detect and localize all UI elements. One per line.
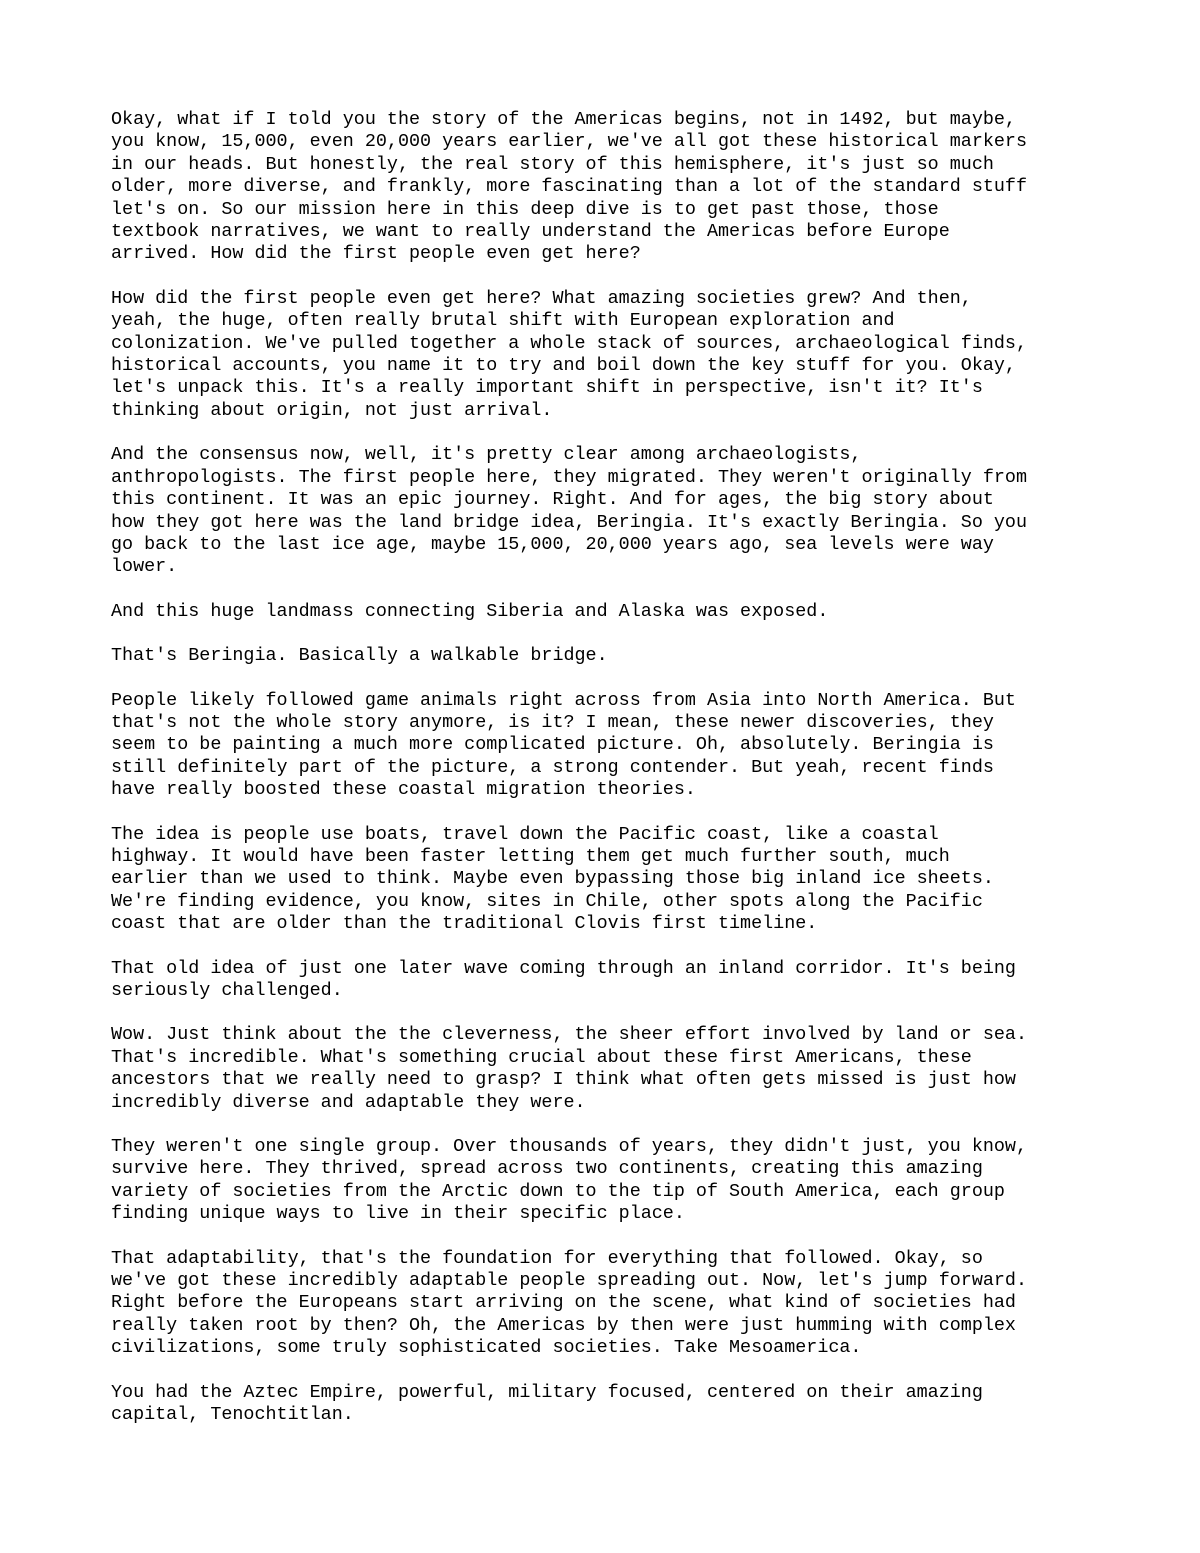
paragraph-3: And the consensus now, well, it's pretty clear among archaeologists, anthropologists. The first people here, they migrated. They weren't originally from this continent. It was an epic journey. Right. And for ages, the big story about how they got here was the land bridge idea, Beringia. It's exactly Beringia. So you go back to the last ice age, maybe 15,000, 20,000 years ago, sea levels were way lower. [111,444,1028,578]
paragraph-12: You had the Aztec Empire, powerful, military focused, centered on their amazing capital, Tenochtitlan. [111,1381,983,1426]
paragraph-5: That's Beringia. Basically a walkable bridge. [111,645,608,667]
paragraph-10: They weren't one single group. Over thousands of years, they didn't just, you know, survive here. They thrived, spread across two continents, creating this amazing variety of societies from the Arctic down to the tip of South America, each group finding unique ways to live in their specific place. [111,1136,1028,1225]
paragraph-4: And this huge landmass connecting Siberia and Alaska was exposed. [111,600,829,622]
document-page [111,109,1111,1449]
paragraph-6: People likely followed game animals right across from Asia into North America. But that's not the whole story anymore, is it? I mean, these newer discoveries, they seem to be painting a much more complicated picture. Oh, absolutely. Beringia is still definitely part of the picture, a strong contender. But yeah, recent finds have really boosted these coastal migration theories. [111,689,1016,801]
paragraph-1: Okay, what if I told you the story of the Americas begins, not in 1492, but maybe, you know, 15,000, even 20,000 years earlier, we've all got these historical markers in our heads. But honestly, the real story of this hemisphere, it's just so much older, more diverse, and frankly, more fascinating than a lot of the standard stuff let's on. So our mission here in this deep dive is to get past those, those textbook narratives, we want to really understand the Americas before Europe arrived. How did the first people even get here? [111,109,1028,265]
paragraph-9: Wow. Just think about the the cleverness, the sheer effort involved by land or sea. That's incredible. What's something crucial about these first Americans, these ancestors that we really need to grasp? I think what often gets missed is just how incredibly diverse and adaptable they were. [111,1024,1028,1113]
paragraph-11: That adaptability, that's the foundation for everything that followed. Okay, so we've got these incredibly adaptable people spreading out. Now, let's jump forward. Right before the Europeans start arriving on the scene, what kind of societies had really taken root by then? Oh, the Americas by then were just humming with complex civilizations, some truly sophisticated societies. Take Mesoamerica. [111,1247,1028,1359]
paragraph-7: The idea is people use boats, travel down the Pacific coast, like a coastal highway. It would have been faster letting them get much further south, much earlier than we used to think. Maybe even bypassing those big inland ice sheets. We're finding evidence, you know, sites in Chile, other spots along the Pacific coast that are older than the traditional Clovis first timeline. [111,823,994,935]
paragraph-8: That old idea of just one later wave coming through an inland corridor. It's being seriously challenged. [111,957,1016,1001]
paragraph-2: How did the first people even get here? What amazing societies grew? And then, yeah, the huge, often really brutal shift with European exploration and colonization. We've pulled together a whole stack of sources, archaeological finds, historical accounts, you name it to try and boil down the key stuff for you. Okay, let's unpack this. It's a really important shift in perspective, isn't it? It's thinking about origin, not just arrival. [111,287,1028,421]
